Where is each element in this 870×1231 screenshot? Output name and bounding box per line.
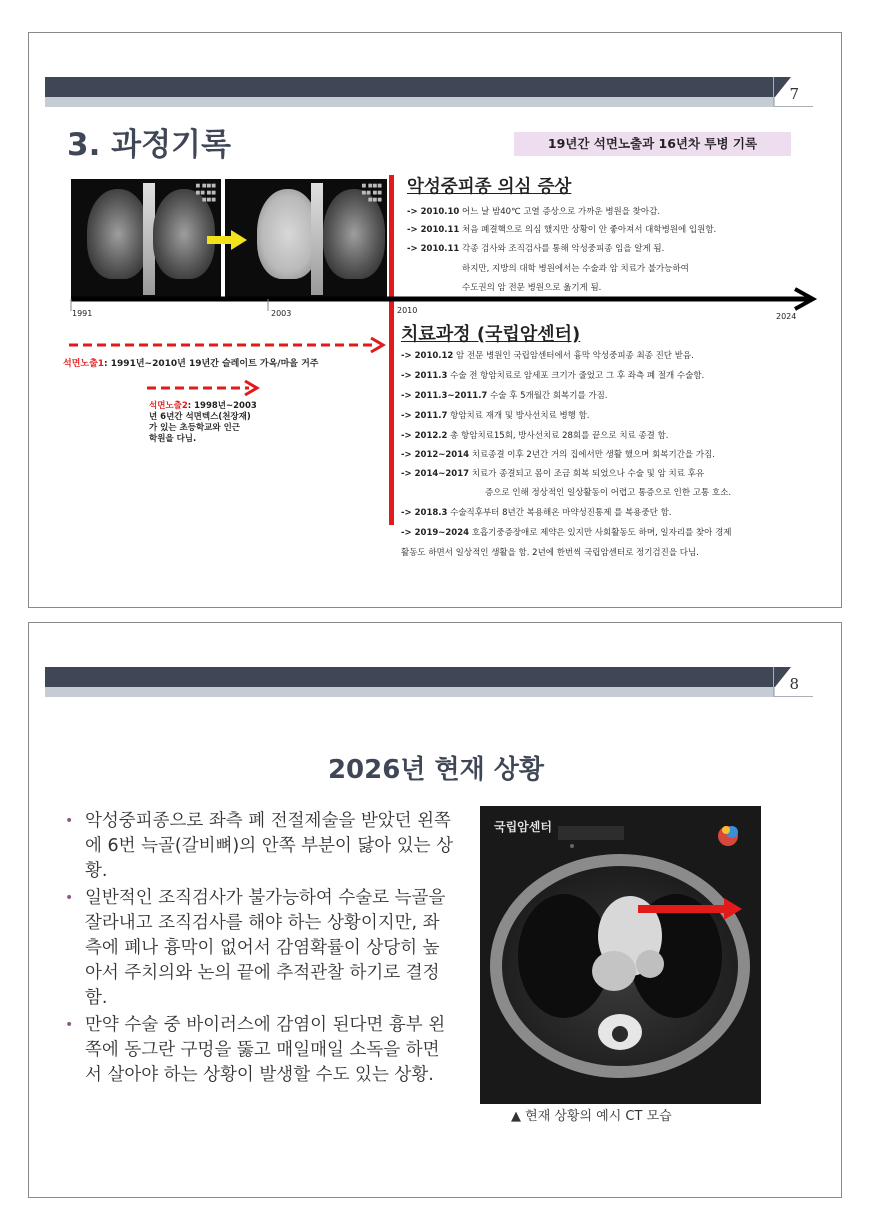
event-item: -> 2010.11 각종 검사와 조직검사를 통해 악성중피종 임을 알게 됨. xyxy=(407,244,665,254)
event-item: -> 2014~2017 치료가 종결되고 몸이 조금 회복 되었으나 수술 및 암 치료 후유 xyxy=(401,469,705,479)
year-label-2010: 2010 xyxy=(397,306,418,315)
header-bar xyxy=(45,77,842,107)
ct-logo-text: 국립암센터 xyxy=(494,820,552,834)
event-item: -> 2018.3 수술직후부터 8년간 복용해온 마약성진통제 를 복용중단 함. xyxy=(401,508,672,518)
bullet-item: • 일반적인 조직검사가 불가능하여 수술로 늑골을 잘라내고 조직검사를 해야 하는 상황이지만, 좌측에 폐나 흉막이 없어서 감염확률이 상당히 높아서 주치의와 논의 끝에 추적관찰 하기로 결정함. xyxy=(65,888,446,1008)
bullet-dot-icon: • xyxy=(65,813,74,829)
timeline-arrow xyxy=(69,287,819,311)
event-item: -> 2012.2 총 항암치료15회, 방사선치료 28회를 끝으로 치료 종결 함. xyxy=(401,431,669,441)
event-item: -> 2010.11 처음 폐결핵으로 의심 했지만 상황이 안 좋아져서 대학병원에 입원함. xyxy=(407,225,717,235)
ct-caption: ▲ 현재 상황의 예시 CT 모습 xyxy=(511,1109,672,1124)
bullet-item: • 만약 수술 중 바이러스에 감염이 된다면 흉부 왼쪽에 동그란 구멍을 뚫고 매일매일 소독을 하면서 살아야 하는 상황이 발생할 수도 있는 상황. xyxy=(65,1015,446,1085)
slide-7 xyxy=(28,32,842,608)
xray-image-before: ■ ■■■ ■■ ■■ ■■■ xyxy=(71,179,221,299)
year-label-2003: 2003 xyxy=(271,309,292,318)
section-suspected-symptoms-title: 악성중피종 의심 증상 xyxy=(407,177,572,197)
year-label-1991: 1991 xyxy=(72,309,93,318)
event-item: -> 2010.10 어느 날 밤40℃ 고열 증상으로 가까운 병원을 찾아감. xyxy=(407,207,661,217)
event-item: -> 2011.7 항암치료 재개 및 방사선치료 병행 함. xyxy=(401,411,590,421)
event-note: 하지만, 지방의 대학 병원에서는 수술과 암 치료가 불가능하여 xyxy=(462,264,689,274)
event-note: 증으로 인해 정상적인 일상활동이 어렵고 통증으로 인한 고통 호소. xyxy=(485,488,732,498)
exposure-2-arrow xyxy=(145,379,265,397)
slide-title: 2026년 현재 상황 xyxy=(327,755,545,785)
bullet-item: • 악성중피종으로 좌측 폐 전절제술을 받았던 왼쪽에 6번 늑골(갈비뼈)의 안쪽 부분이 닳아 있는 상황. xyxy=(65,811,454,881)
page-number-box xyxy=(773,77,813,107)
section-treatment-title: 치료과정 (국립암센터) xyxy=(401,324,581,345)
xray-image-after: ■ ■■■ ■■ ■■ ■■■ xyxy=(225,179,387,299)
event-note: 활동도 하면서 일상적인 생활을 함. 2년에 한번씩 국립암센터로 정기검진을 다님. xyxy=(401,548,699,558)
event-item: -> 2019~2024 호흡기중증장애로 제약은 있지만 사회활동도 하며, 일자리를 찾아 경제 xyxy=(401,528,732,538)
year-label-2024: 2024 xyxy=(776,312,797,321)
bullet-list xyxy=(61,809,456,1090)
subtitle-box: 19년간 석면노출과 16년차 투병 기록 xyxy=(514,132,791,156)
bullet-dot-icon: • xyxy=(65,1017,74,1033)
event-item: -> 2012~2014 치료종결 이후 2년간 거의 집에서만 생활 했으며 회복기간을 가짐. xyxy=(401,450,715,460)
page-number-box xyxy=(773,667,813,697)
yellow-arrow-icon xyxy=(205,229,249,251)
slide-8 xyxy=(28,622,842,1198)
event-item: -> 2010.12 암 전문 병원인 국립암센터에서 흉막 악성중피종 최종 진단 받음. xyxy=(401,351,694,361)
header-bar xyxy=(45,667,842,697)
ct-scan-image xyxy=(480,806,761,1104)
event-item: -> 2011.3 수술 전 항암치료로 암세포 크기가 줄었고 그 후 좌측 폐 절개 수술함. xyxy=(401,371,705,381)
page-number: 8 xyxy=(789,675,799,693)
event-note: 수도권의 암 전문 병원으로 옮기게 됨. xyxy=(462,283,602,293)
bullet-dot-icon: • xyxy=(65,890,74,906)
page-number: 7 xyxy=(789,85,799,103)
exposure-2-text: 석면노출2: 1998년~2003 년 6년간 석면텍스(천장재) 가 있는 초등학교와 인근 학원을 다님. xyxy=(149,401,257,444)
slide-title: 3. 과정기록 xyxy=(67,127,231,163)
exposure-1-arrow xyxy=(67,335,391,355)
event-item: -> 2011.3~2011.7 수술 후 5개월간 회복기를 가짐. xyxy=(401,391,608,401)
exposure-1-text: 석면노출1: 1991년~2010년 19년간 슬레이트 가옥/마을 거주 xyxy=(63,359,319,369)
